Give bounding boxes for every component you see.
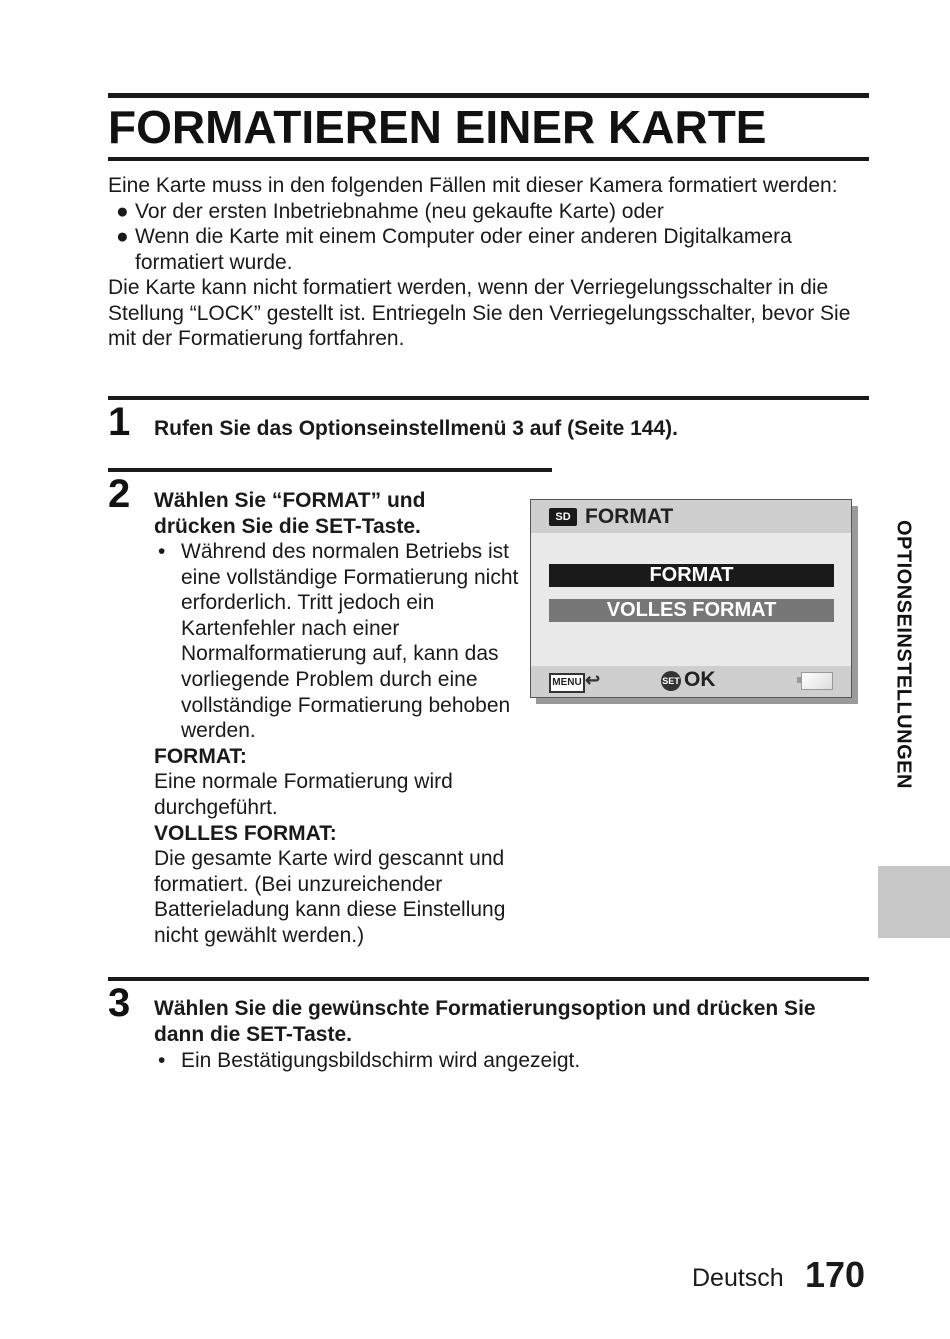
- sd-card-icon: SD: [549, 508, 577, 526]
- bullet-dot-icon: •: [158, 540, 166, 563]
- side-tab-marker: [878, 866, 950, 938]
- title-bottom-rule: [108, 157, 869, 161]
- step2-body: [154, 539, 524, 949]
- set-button-icon: SET: [661, 671, 681, 691]
- footer-language: Deutsch: [692, 1264, 784, 1292]
- bullet-dot-icon: ●: [116, 225, 129, 248]
- return-icon: ↩: [585, 670, 601, 690]
- step-title: Rufen Sie das Optionseinstellmenü 3 auf (Seite 144).: [154, 417, 678, 440]
- format-text: Eine normale Formatierung wird durchgeführt.: [154, 770, 453, 819]
- bullet-dot-icon: •: [158, 1049, 166, 1072]
- screen-header: [531, 500, 851, 533]
- page-number: 170: [805, 1254, 866, 1295]
- step-number: 3: [108, 981, 131, 1025]
- side-tab-text: OPTIONSEINSTELLUNGEN: [892, 520, 915, 789]
- intro-line: Eine Karte muss in den folgenden Fällen mit dieser Kamera formatiert werden:: [108, 174, 838, 197]
- page-title: FORMATIEREN EINER KARTE: [108, 101, 767, 153]
- side-tab-label: [878, 520, 928, 860]
- title-top-rule: [108, 93, 869, 98]
- intro-bullet-text: Vor der ersten Inbetriebnahme (neu gekaufte Karte) oder: [135, 199, 664, 223]
- intro-section: [108, 173, 873, 352]
- intro-bullet: [108, 224, 873, 275]
- intro-bullet: [108, 199, 873, 225]
- intro-bullet-text: Wenn die Karte mit einem Computer oder einer anderen Digitalkamera formatiert wurde.: [135, 225, 792, 274]
- format-heading: FORMAT:: [154, 744, 247, 768]
- bullet-dot-icon: ●: [116, 199, 129, 223]
- intro-note: Die Karte kann nicht formatiert werden, wenn der Verriegelungsschalter in die Stellung “LOCK” gestellt ist. Entriegeln Sie den Verriegelungsschalter, bevor Sie mit der Formatierung fortfahren.: [108, 276, 851, 350]
- step-sub-bullet-text: Ein Bestätigungsbildschirm wird angezeigt.: [181, 1049, 581, 1072]
- ok-label: OK: [684, 668, 716, 691]
- step1-rule: [108, 396, 869, 400]
- step-sub-bullet-text: Während des normalen Betriebs ist eine vollständige Formatierung nicht erforderlich. Tritt jedoch ein Kartenfehler nach einer Normalformatierung auf, kann das vorliegende Problem durch eine vollständige Formatierung behoben werden.: [181, 540, 519, 743]
- step-title: Wählen Sie die gewünschte Formatierungsoption und drücken Sie dann die SET-Taste.: [154, 997, 816, 1046]
- full-format-heading: VOLLES FORMAT:: [154, 821, 337, 845]
- menu-icon: MENU: [549, 673, 585, 693]
- step-number: 2: [108, 472, 131, 516]
- screen-title: FORMAT: [585, 505, 674, 528]
- option-full-format[interactable]: VOLLES FORMAT: [549, 599, 834, 622]
- step-title: Wählen Sie “FORMAT” und drücken Sie die SET-Taste.: [154, 489, 426, 538]
- step-number: 1: [108, 400, 131, 444]
- step3-sub-bullet: [154, 1048, 854, 1074]
- step2-rule: [108, 468, 552, 472]
- step3-rule: [108, 977, 869, 981]
- full-format-text: Die gesamte Karte wird gescannt und formatiert. (Bei unzureichender Batterieladung kann diese Einstellung nicht gewählt werden.): [154, 847, 506, 947]
- option-format[interactable]: FORMAT: [549, 564, 834, 587]
- battery-icon: [801, 672, 833, 690]
- camera-screen: [530, 499, 852, 698]
- step-sub-bullet: [154, 539, 524, 744]
